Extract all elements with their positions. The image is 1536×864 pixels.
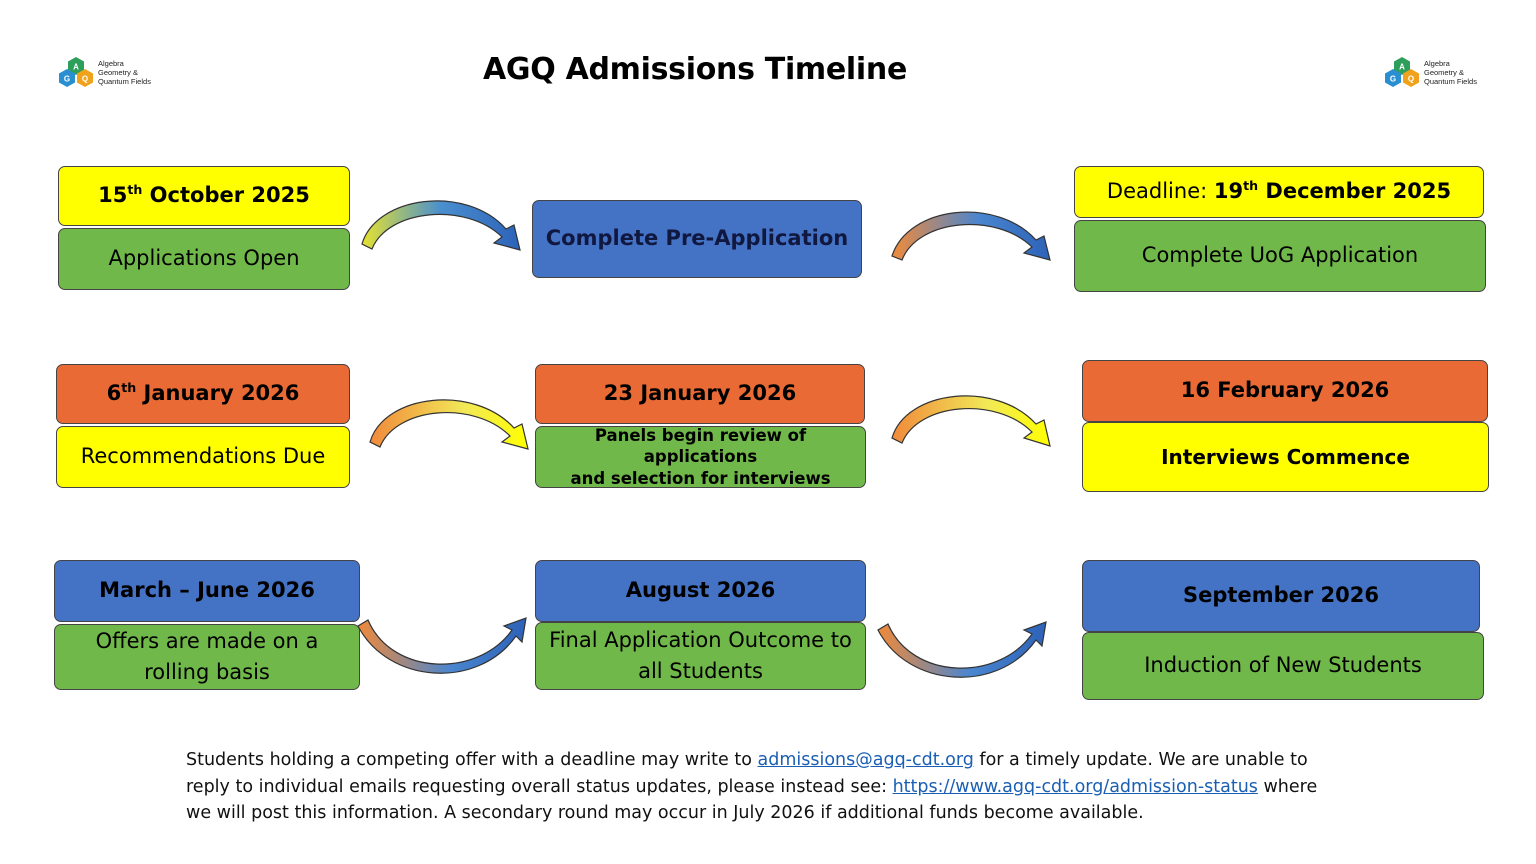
arrow-4 [892,396,1050,446]
arrow-1 [362,201,520,250]
step-7-label: Offers are made on a rolling basis [54,624,360,690]
arrow-5 [358,618,526,673]
status-link[interactable]: https://www.agq-cdt.org/admission-status [892,776,1258,797]
svg-text:A: A [73,62,79,72]
step-6-label: Interviews Commence [1082,422,1489,492]
step-2-label: Complete Pre-Application [532,200,862,278]
arrow-2 [892,212,1050,260]
step-9-label: Induction of New Students [1082,632,1484,700]
logo-text: Algebra Geometry & Quantum Fields [98,58,151,86]
page-title: AGQ Admissions Timeline [482,52,907,87]
svg-text:A: A [1399,62,1405,72]
svg-text:Q: Q [81,74,89,84]
step-4-date [56,364,350,424]
step-8-date: August 2026 [535,560,866,622]
svg-text:G: G [63,74,71,84]
step-3-date-text: Deadline: 19th December 2025 [1106,178,1452,204]
logo-text: Algebra Geometry & Quantum Fields [1424,58,1477,86]
step-1-date-text: 15th October 2025 [98,182,310,208]
step-9-date: September 2026 [1082,560,1480,632]
arrow-6 [878,622,1046,677]
step-3-label: Complete UoG Application [1074,220,1486,292]
step-4-date-text: 6th January 2026 [106,380,300,406]
arrow-3 [370,400,528,449]
email-link[interactable]: admissions@agq-cdt.org [757,750,974,770]
step-1-date [58,166,350,226]
step-5-date: 23 January 2026 [535,364,865,424]
step-6-date: 16 February 2026 [1082,360,1488,422]
svg-text:G: G [1389,74,1397,84]
step-8-label: Final Application Outcome to all Students [535,622,866,690]
footer-note: Students holding a competing offer with a deadline may write to admissions@agq-cdt.org for a timely update. We are unable to reply to individual emails requesting overall status updates, please instead see: https://www.agq-cdt.org/admission-status where we will post this information. A secondary round may occur in July 2026 if additional funds become available. [186,750,1318,823]
step-1-label: Applications Open [58,228,350,290]
step-5-label: Panels begin review of applications and selection for interviews [535,426,866,488]
svg-text:Q: Q [1407,74,1415,84]
step-7-date: March – June 2026 [54,560,360,622]
step-4-label: Recommendations Due [56,426,350,488]
step-3-date [1074,166,1484,218]
